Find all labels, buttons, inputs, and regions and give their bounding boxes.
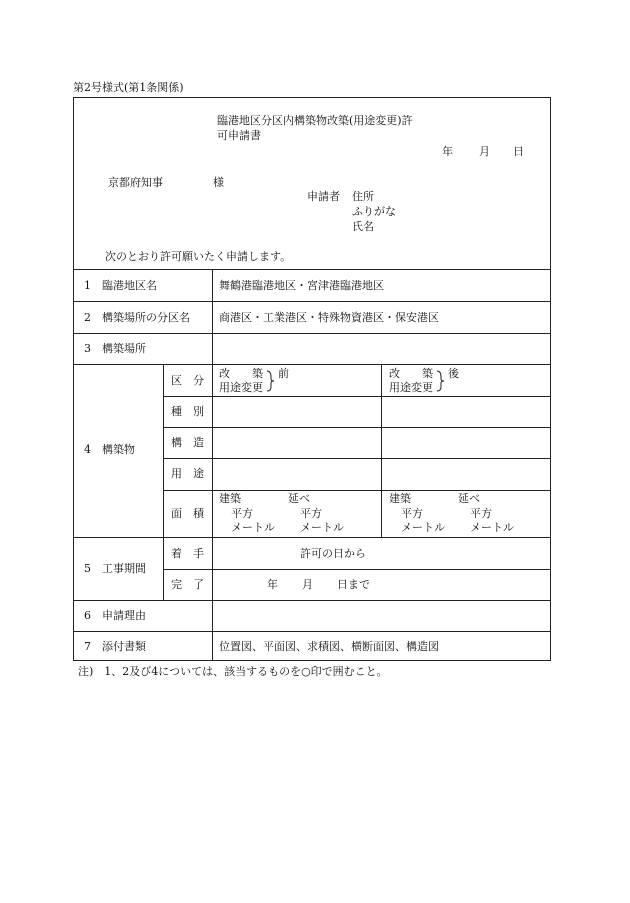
row5-label: 5 工事期間 — [84, 562, 146, 575]
grid-line — [73, 600, 551, 601]
grid-line — [163, 490, 551, 491]
area-before-total-unit1: 平方 — [300, 507, 322, 520]
grid-line — [212, 269, 213, 661]
row4-kind-label: 種 別 — [171, 405, 204, 418]
division-after-youto: 用途変更 — [389, 381, 433, 394]
grid-line — [73, 269, 551, 270]
grid-line — [163, 364, 164, 600]
area-after-total-unit2: メートル — [470, 521, 514, 534]
area-after-total-unit1: 平方 — [470, 507, 492, 520]
division-after-suffix: 後 — [448, 367, 459, 380]
row4-structure-label: 構 造 — [171, 436, 204, 449]
row4-use-label: 用 途 — [171, 467, 204, 480]
row5-end-label: 完 了 — [171, 578, 204, 591]
grid-line — [163, 427, 551, 428]
grid-line — [73, 631, 551, 632]
addressee: 京都府知事 — [108, 176, 163, 189]
division-before-kaichiku: 改 築 — [219, 367, 263, 380]
area-before-building-unit1: 平方 — [231, 507, 253, 520]
grid-line — [163, 458, 551, 459]
row4-area-label: 面 積 — [171, 507, 204, 520]
division-after-kaichiku: 改 築 — [389, 367, 433, 380]
row2-value: 商港区・工業港区・特殊物資港区・保安港区 — [219, 311, 439, 324]
row7-label: 7 添付書類 — [84, 640, 146, 653]
division-before-youto: 用途変更 — [219, 381, 263, 394]
area-after-building-unit2: メートル — [401, 521, 445, 534]
division-before-brace-icon — [266, 369, 276, 393]
row1-value: 舞鶴港臨港地区・宮津港臨港地区 — [219, 279, 384, 292]
division-before-suffix: 前 — [278, 367, 289, 380]
row3-label: 3 構築場所 — [84, 342, 146, 355]
addressee-honorific: 様 — [213, 176, 224, 189]
grid-line — [73, 364, 551, 365]
row5-end-year: 年 — [267, 578, 278, 591]
form-title-line1: 臨港地区分区内構築物改築(用途変更)許 — [217, 114, 413, 127]
grid-line — [381, 364, 382, 537]
area-after-total: 延べ — [458, 492, 480, 505]
footnote: 注) 1、2及び4については、該当するものを○印で囲むこと。 — [78, 665, 388, 678]
area-before-total: 延べ — [288, 492, 310, 505]
area-after-building: 建築 — [389, 492, 411, 505]
row1-label: 1 臨港地区名 — [84, 279, 157, 292]
date-year: 年 — [442, 145, 453, 158]
row6-label: 6 申請理由 — [84, 609, 146, 622]
row5-start-value: 許可の日から — [300, 547, 366, 560]
grid-line — [73, 537, 551, 538]
row5-start-label: 着 手 — [171, 547, 204, 560]
form-title-line2: 可申請書 — [217, 129, 261, 142]
row7-value: 位置図、平面図、求積図、横断面図、構造図 — [219, 640, 439, 653]
form-id-label: 第2号様式(第1条関係) — [73, 81, 184, 94]
grid-line — [163, 569, 551, 570]
row5-end-day: 日まで — [337, 578, 370, 591]
grid-line — [73, 301, 551, 302]
applicant-furigana-label: ふりがな — [352, 205, 396, 218]
applicant-name-label: 氏名 — [352, 220, 374, 233]
row4-division-label: 区 分 — [171, 374, 204, 387]
row2-label: 2 構築場所の分区名 — [84, 311, 190, 324]
grid-line — [73, 333, 551, 334]
area-after-building-unit1: 平方 — [401, 507, 423, 520]
grid-line — [163, 396, 551, 397]
area-before-total-unit2: メートル — [300, 521, 344, 534]
division-after-brace-icon — [436, 369, 446, 393]
date-day: 日 — [513, 145, 524, 158]
applicant-address-label: 住所 — [352, 190, 374, 203]
row5-end-month: 月 — [302, 578, 313, 591]
request-text: 次のとおり許可願いたく申請します。 — [105, 250, 292, 263]
date-month: 月 — [479, 145, 490, 158]
row4-label: 4 構築物 — [84, 443, 135, 456]
area-before-building-unit2: メートル — [231, 521, 275, 534]
applicant-label: 申請者 — [307, 190, 340, 203]
area-before-building: 建築 — [219, 492, 241, 505]
